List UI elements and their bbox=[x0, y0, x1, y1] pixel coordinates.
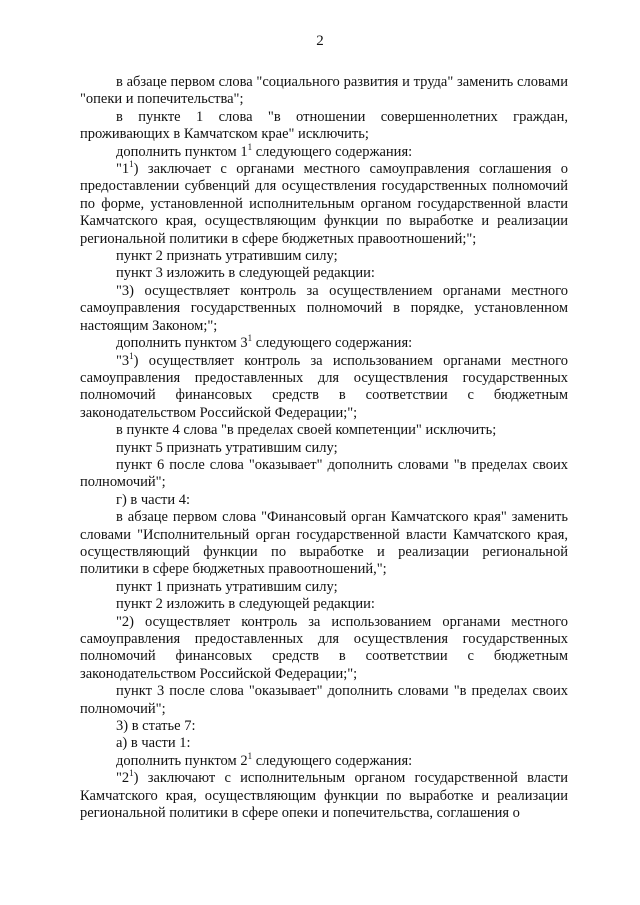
paragraph: пункт 3 после слова "оказывает" дополнить словами "в пределах своих полномочий"; bbox=[80, 683, 568, 717]
paragraph bbox=[80, 141, 568, 161]
paragraph bbox=[80, 753, 568, 770]
paragraph: пункт 2 признать утратившим силу; bbox=[116, 248, 338, 265]
paragraph: в пункте 4 слова "в пределах своей компетенции" исключить; bbox=[116, 422, 497, 439]
superscript-index: 1 bbox=[129, 768, 134, 779]
paragraph: 3) в статье 7: bbox=[116, 718, 196, 735]
paragraph-text: ) заключают с исполнительным органом государственной власти Камчатского края, осуществляющим функции по выработке и реализации региональной политики в сфере опеки и попечительства, соглашения о bbox=[80, 770, 568, 822]
page-number: 2 bbox=[316, 33, 324, 49]
paragraph: пункт 6 после слова "оказывает" дополнить словами "в пределах своих полномочий"; bbox=[80, 456, 568, 491]
paragraph-text: дополнить пунктом 1 bbox=[116, 143, 248, 160]
document-body bbox=[80, 74, 568, 822]
paragraph: в абзаце первом слова "Финансовый орган Камчатского края" заменить словами "Исполнительный орган государственной власти Камчатского края, осуществляющий функции по выработке и реализации региональной политики в сфере бюджетных правоотношений,"; bbox=[80, 509, 568, 578]
paragraph: пункт 3 изложить в следующей редакции: bbox=[116, 265, 375, 282]
paragraph: пункт 2 изложить в следующей редакции: bbox=[116, 596, 375, 613]
paragraph bbox=[80, 350, 568, 423]
paragraph-text: следующего содержания: bbox=[252, 752, 413, 769]
superscript-index: 1 bbox=[247, 751, 253, 762]
paragraph-text: следующего содержания: bbox=[252, 143, 413, 160]
paragraph: в пункте 1 слова "в отношении совершеннолетних граждан, проживающих в Камчатском крае" исключить; bbox=[80, 108, 568, 143]
paragraph-text: следующего содержания: bbox=[252, 335, 413, 352]
paragraph-text: ) заключает с органами местного самоуправления соглашения о предоставлении субвенций для осуществления государственных полномочий по форме, установленной исполнительным органом государственной власти Камчатского края, осуществляющим функции по выработке и реализации региональной политики в сфере бюджетных правоотношений;"; bbox=[80, 161, 568, 247]
paragraph: а) в части 1: bbox=[116, 735, 191, 752]
paragraph: "2) осуществляет контроль за использованием органами местного самоуправления предоставленных для осуществления государственных полномочий финансовых средств в соответствии с бюджетным законодательством Российской Федерации;"; bbox=[80, 613, 568, 682]
superscript-index: 1 bbox=[129, 159, 134, 170]
paragraph-text: ) осуществляет контроль за использованием органами местного самоуправления предоставленных для осуществления государственных полномочий финансовых средств в соответствии с бюджетным законодательством Российской Федерации;"; bbox=[80, 352, 568, 421]
paragraph: пункт 5 признать утратившим силу; bbox=[116, 439, 338, 456]
superscript-index: 1 bbox=[247, 141, 253, 152]
paragraph: пункт 1 признать утратившим силу; bbox=[116, 578, 338, 595]
paragraph bbox=[80, 770, 568, 822]
paragraph-text: дополнить пунктом 3 bbox=[116, 335, 248, 352]
paragraph bbox=[80, 335, 568, 352]
paragraph-text: "3 bbox=[116, 352, 130, 369]
paragraph: г) в части 4: bbox=[116, 491, 191, 508]
paragraph: в абзаце первом слова "социального развития и труда" заменить словами "опеки и попечительства"; bbox=[80, 74, 568, 108]
paragraph-text: "1 bbox=[116, 161, 130, 178]
paragraph: "3) осуществляет контроль за осуществлением органами местного самоуправления государственных полномочий в порядке, установленном настоящим Законом;"; bbox=[80, 282, 568, 334]
paragraph-text: "2 bbox=[116, 770, 130, 787]
paragraph-text: дополнить пунктом 2 bbox=[116, 752, 248, 769]
superscript-index: 1 bbox=[247, 333, 253, 344]
superscript-index: 1 bbox=[129, 350, 134, 361]
paragraph bbox=[80, 161, 568, 248]
